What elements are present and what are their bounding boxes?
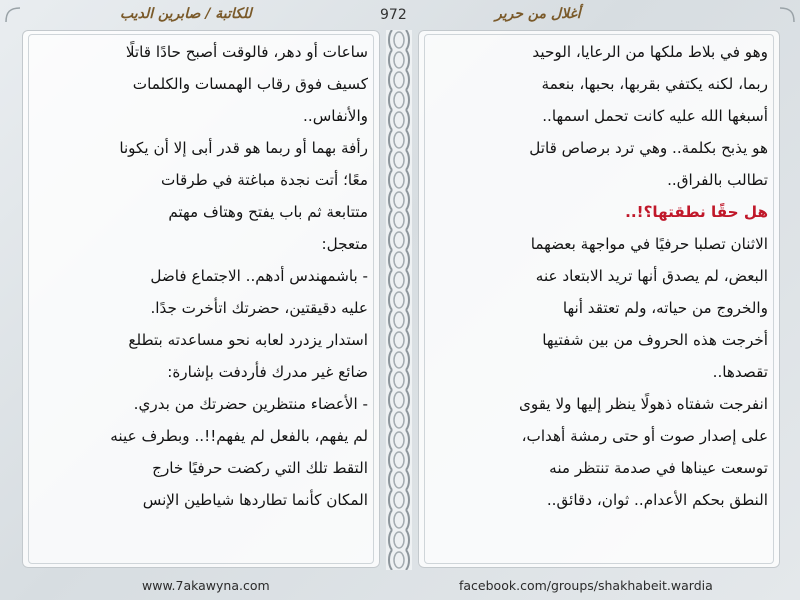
text-line: والأنفاس.. — [303, 107, 368, 125]
text-line: والخروج من حياته، ولم تعتقد أنها — [562, 299, 768, 317]
text-line: معًا؛ أتت نجدة مباغتة في طرقات — [161, 171, 368, 189]
text-line: النطق بحكم الأعدام.. ثوان، دقائق.. — [546, 491, 768, 509]
text-line: التقط تلك التي ركضت حرفيًا خارج — [152, 459, 368, 477]
text-line: أسبغها الله عليه كانت تحمل اسمها.. — [542, 107, 768, 125]
text-line: المكان كأنما تطاردها شياطين الإنس — [142, 491, 368, 509]
text-line: رأفة بهما أو ربما هو قدر أبى إلا أن يكونا — [119, 139, 368, 157]
text-line: استدار يزدرد لعابه نحو مساعدته بتطلع — [128, 331, 368, 349]
left-page — [22, 30, 380, 568]
text-line: ربما، لكنه يكتفي بقربها، بحبها، بنعمة — [541, 75, 768, 93]
text-line: تطالب بالفراق.. — [667, 171, 768, 189]
text-line: - الأعضاء منتظرين حضرتك من بدري. — [133, 395, 368, 413]
text-line: متعجل: — [321, 235, 368, 253]
text-line: ساعات أو دهر، فالوقت أصبح حادًا قاتلًا — [125, 43, 368, 61]
text-line: أخرجت هذه الحروف من بين شفتيها — [542, 331, 768, 349]
website-url[interactable]: www.7akawyna.com — [142, 578, 270, 593]
left-page-text — [34, 36, 368, 516]
text-line: كسيف فوق رقاب الهمسات والكلمات — [132, 75, 368, 93]
text-line: على إصدار صوت أو حتى رمشة أهداب، — [521, 427, 768, 445]
right-page — [418, 30, 780, 568]
page-number: 972 — [380, 7, 407, 23]
text-line: هو يذبح بكلمة.. وهي ترد برصاص قاتل — [529, 139, 768, 157]
facebook-group-url[interactable]: facebook.com/groups/shakhabeit.wardia — [459, 578, 713, 593]
highlighted-line: هل حقًا نطقتها؟!.. — [625, 203, 768, 221]
author-name: للكاتبة / صابرين الديب — [120, 6, 252, 22]
text-line: البعض، لم يصدق أنها تريد الابتعاد عنه — [535, 267, 768, 285]
corner-ornament-icon — [4, 6, 22, 24]
text-line: ضائع غير مدرك فأردفت بإشارة: — [167, 363, 368, 381]
book-title: أغلال من حرير — [495, 6, 581, 22]
text-line: انفرجت شفتاه ذهولًا ينظر إليها ولا يقوى — [519, 395, 768, 413]
text-line: تقصدها.. — [712, 363, 768, 381]
text-line: - باشمهندس أدهم.. الاجتماع فاضل — [150, 267, 368, 285]
corner-ornament-icon — [778, 6, 796, 24]
right-page-text — [430, 36, 768, 516]
text-line: الاثنان تصلبا حرفيًا في مواجهة بعضهما — [530, 235, 768, 253]
header-bar — [0, 0, 800, 30]
text-line: وهو في بلاط ملكها من الرعايا، الوحيد — [532, 43, 768, 61]
text-line: توسعت عيناها في صدمة تنتظر منه — [549, 459, 768, 477]
text-line: عليه دقيقتين، حضرتك اتأخرت جدًا. — [150, 299, 368, 317]
text-line: متتابعة ثم باب يفتح وهتاف مهتم — [168, 203, 368, 221]
text-line: لم يفهم، بالفعل لم يفهم!!.. وبطرف عينه — [110, 427, 368, 445]
book-binding — [386, 30, 412, 570]
